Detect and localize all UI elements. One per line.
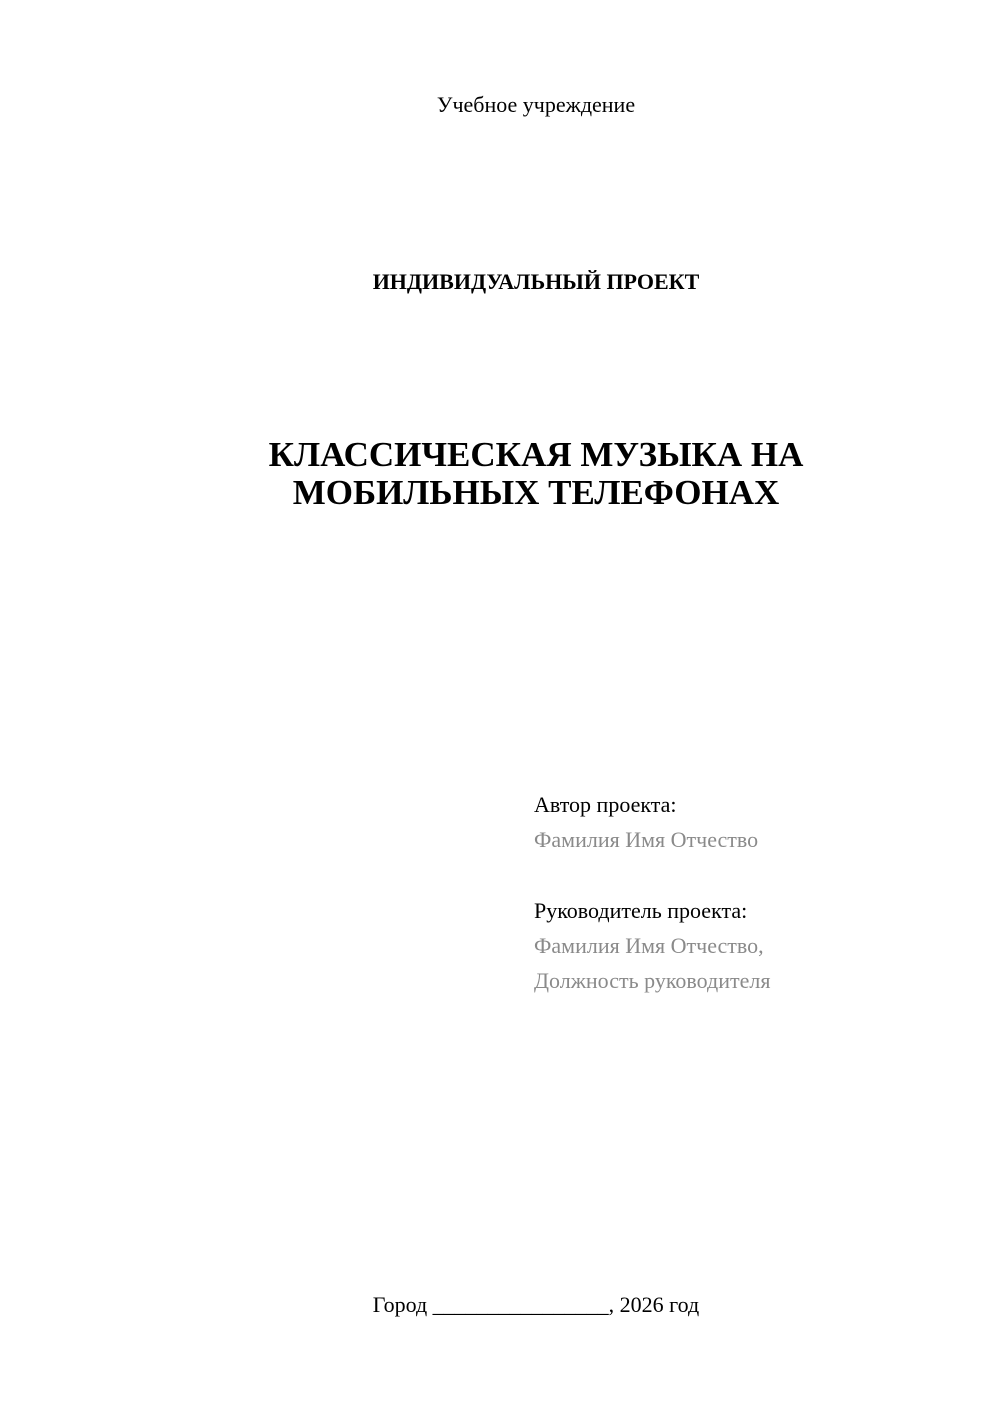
supervisor-block: [534, 893, 934, 998]
author-name-placeholder: Фамилия Имя Отчество: [534, 827, 759, 852]
supervisor-label: Руководитель проекта:: [534, 898, 748, 923]
document-type: ИНДИВИДУАЛЬНЫЙ ПРОЕКТ: [372, 269, 700, 294]
institution-name: Учебное учреждение: [436, 92, 636, 117]
supervisor-name-placeholder: Фамилия Имя Отчество,: [534, 933, 764, 958]
author-block: [534, 787, 934, 857]
project-title-line-1: КЛАССИЧЕСКАЯ МУЗЫКА НА: [268, 435, 804, 474]
project-title-line-2: МОБИЛЬНЫХ ТЕЛЕФОНАХ: [292, 473, 780, 512]
supervisor-position-placeholder: Должность руководителя: [534, 968, 771, 993]
city-year-line: Город ________________, 2026 год: [372, 1292, 700, 1317]
author-label: Автор проекта:: [534, 792, 677, 817]
project-title: [186, 436, 886, 512]
